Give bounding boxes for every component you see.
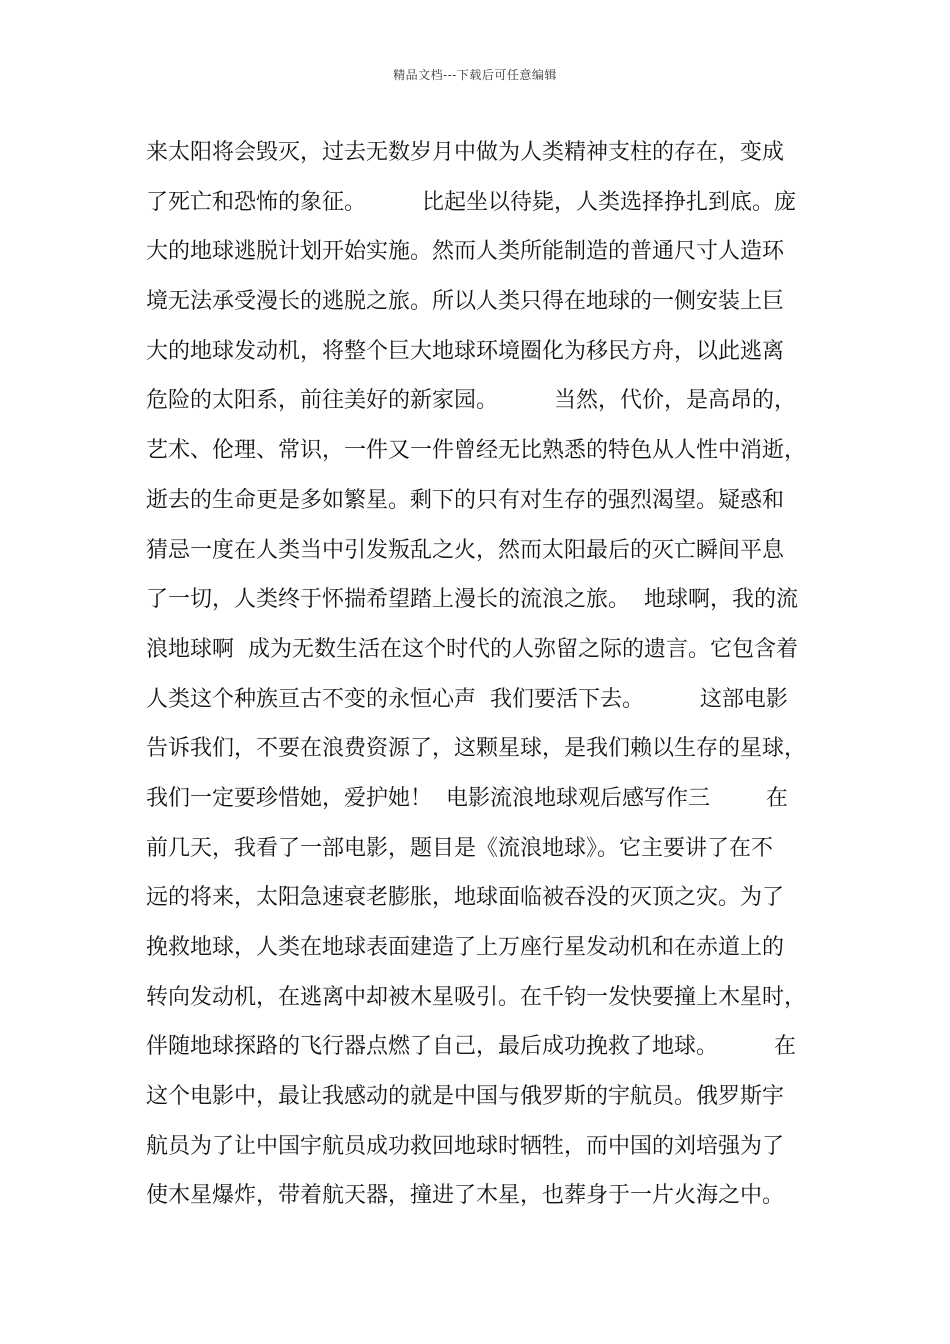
text-line-10: 了一切，人类终于怀揣希望踏上漫长的流浪之旅。 地球啊，我的流 xyxy=(146,587,798,613)
text-line-18: 转向发动机，在逃离中却被木星吸引。在千钧一发快要撞上木星时， xyxy=(146,984,807,1010)
text-line-9: 猜忌一度在人类当中引发叛乱之火，然而太阳最后的灭亡瞬间平息 xyxy=(146,537,785,563)
text-line-20: 这个电影中，最让我感动的就是中国与俄罗斯的宇航员。俄罗斯宇 xyxy=(146,1084,785,1110)
text-line-16: 远的将来，太阳急速衰老膨胀，地球面临被吞没的灭顶之灾。为了 xyxy=(146,885,785,911)
text-line-2: 了死亡和恐怖的象征。 比起坐以待毙，人类选择挣扎到底。庞 xyxy=(146,189,796,215)
text-line-8: 逝去的生命更是多如繁星。剩下的只有对生存的强烈渴望。疑惑和 xyxy=(146,487,785,513)
text-line-21: 航员为了让中国宇航员成功救回地球时牺牲，而中国的刘培强为了 xyxy=(146,1133,785,1159)
text-line-11: 浪地球啊 成为无数生活在这个时代的人弥留之际的遗言。它包含着 xyxy=(146,636,798,662)
text-line-5: 大的地球发动机，将整个巨大地球环境圈化为移民方舟，以此逃离 xyxy=(146,338,785,364)
text-line-7: 艺术、伦理、常识，一件又一件曾经无比熟悉的特色从人性中消逝， xyxy=(146,438,807,464)
text-line-13: 告诉我们，不要在浪费资源了，这颗星球，是我们赖以生存的星球， xyxy=(146,736,807,762)
text-line-14: 我们一定要珍惜她，爱护她！ 电影流浪地球观后感写作三 在 xyxy=(146,785,788,811)
text-line-17: 挽救地球，人类在地球表面建造了上万座行星发动机和在赤道上的 xyxy=(146,935,785,960)
text-line-12: 人类这个种族亘古不变的永恒心声 我们要活下去。 这部电影 xyxy=(146,686,788,712)
text-line-3: 大的地球逃脱计划开始实施。然而人类所能制造的普通尺寸人造环 xyxy=(146,239,785,265)
text-line-4: 境无法承受漫长的逃脱之旅。所以人类只得在地球的一侧安装上巨 xyxy=(146,289,785,315)
text-line-19: 伴随地球探路的飞行器点燃了自己，最后成功挽救了地球。 在 xyxy=(146,1034,796,1060)
text-line-6: 危险的太阳系，前往美好的新家园。 当然，代价，是高昂的， xyxy=(146,388,796,414)
document-body xyxy=(146,128,826,1221)
page-header: 精品文档---下载后可任意编辑 xyxy=(393,68,557,82)
text-line-1: 来太阳将会毁灭，过去无数岁月中做为人类精神支柱的存在，变成 xyxy=(146,140,785,165)
text-line-15: 前几天，我看了一部电影，题目是《流浪地球》。它主要讲了在不 xyxy=(146,835,774,861)
text-line-22: 使木星爆炸，带着航天器，撞进了木星，也葬身于一片火海之中。 xyxy=(146,1183,785,1209)
